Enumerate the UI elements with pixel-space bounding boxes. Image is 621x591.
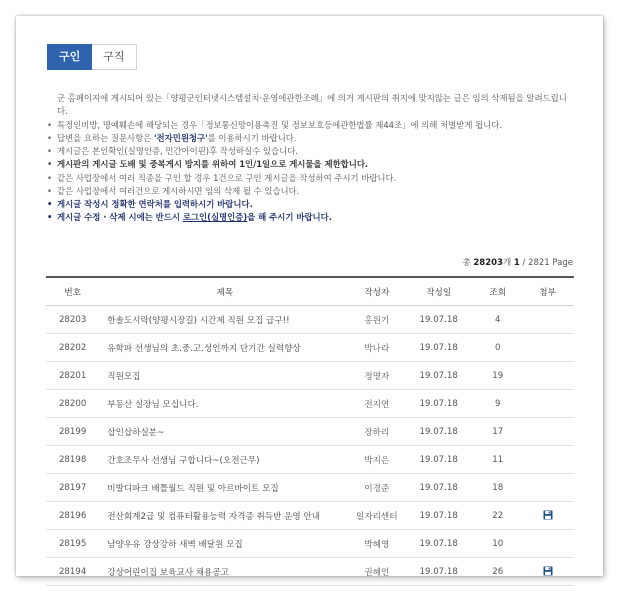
post-views: 26: [474, 558, 521, 586]
notice-item: • 특정인비방, 명예훼손에 해당되는 경우「정보통신망이용촉진 및 정보보호등에관한법률 제44조」에 의해 처벌받게 됩니다.: [46, 119, 576, 132]
table-row: [46, 362, 574, 390]
notice-item: • 게시글은 본인확인(실명인증, 민간아이핀)후 작성하실수 있습니다.: [46, 145, 576, 158]
post-number: 28194: [46, 558, 99, 586]
floppy-disk-icon[interactable]: [543, 566, 553, 576]
post-title-link[interactable]: 한솔도시락(양평시장길) 시간제 직원 모집 급구!!: [99, 306, 350, 334]
post-title-link[interactable]: 삽인삽하실분~: [99, 418, 350, 446]
header-attachment: 첨부: [521, 277, 574, 306]
post-number: 28198: [46, 446, 99, 474]
post-date: 19.07.18: [403, 362, 474, 390]
table-row: [46, 306, 574, 334]
post-views: 19: [474, 362, 521, 390]
notice-item: • 같은 사업장에서 여러건으로 게시하시면 임의 삭제 될 수 있습니다.: [46, 185, 576, 198]
header-author: 작성자: [350, 277, 403, 306]
post-date: 19.07.18: [403, 306, 474, 334]
post-title-link[interactable]: 전산회계2급 및 컴퓨터활용능력 자격증 취득반 운영 안내: [99, 502, 350, 530]
post-number: 28197: [46, 474, 99, 502]
post-views: 9: [474, 390, 521, 418]
tab-job-seeking[interactable]: 구직: [92, 44, 136, 70]
post-title-link[interactable]: 간호조무사 선생님 구합니다~(오전근무): [99, 446, 350, 474]
tab-bar: [47, 44, 137, 70]
table-row: [46, 390, 574, 418]
table-row: [46, 502, 574, 530]
post-views: 4: [474, 306, 521, 334]
notice-item: • 게시글 수정 · 삭제 시에는 반드시 로그인(실명인증)을 해 주시기 바랍니다.: [46, 211, 576, 224]
table-row: [46, 446, 574, 474]
notice-item: • 같은 사업장에서 여러 직종을 구인 할 경우 1건으로 구인 게시글을 작성하여 주시기 바랍니다.: [46, 172, 576, 185]
post-date: 19.07.18: [403, 530, 474, 558]
post-date: 19.07.18: [403, 418, 474, 446]
notice-item: • 답변을 요하는 질문사항은 '전자민원청구'를 이용하시기 바랍니다.: [46, 132, 576, 145]
post-title-link[interactable]: 강상어린이집 보육교사 채용공고: [99, 558, 350, 586]
post-title-link[interactable]: 유학파 선생님의 초.중.고.성인까지 단기간 실력향상: [99, 334, 350, 362]
post-title-link[interactable]: 직원모집: [99, 362, 350, 390]
tab-job-offer[interactable]: 구인: [47, 44, 92, 70]
post-attachment: [521, 530, 574, 558]
current-page: 1: [513, 258, 520, 268]
post-views: 18: [474, 474, 521, 502]
post-attachment: [521, 446, 574, 474]
table-row: [46, 530, 574, 558]
post-attachment: [521, 334, 574, 362]
post-author: 전지연: [350, 390, 403, 418]
post-author: 박나라: [350, 334, 403, 362]
post-title-link[interactable]: 부동산 실장님 모십니다.: [99, 390, 350, 418]
total-count: 28203: [473, 258, 503, 268]
post-number: 28201: [46, 362, 99, 390]
post-date: 19.07.18: [403, 558, 474, 586]
post-attachment: [521, 362, 574, 390]
post-table: [46, 276, 574, 586]
post-attachment: [521, 390, 574, 418]
table-row: [46, 558, 574, 586]
notice-item: • 게시판의 게시글 도배 및 중복게시 방지를 위하여 1인/1일으로 게시물을 제한합니다.: [46, 158, 576, 171]
notice-item: • 게시글 작성시 정확한 연락처를 입력하시기 바랍니다.: [46, 198, 576, 211]
notice-list: [46, 119, 576, 224]
post-author: 이경준: [350, 474, 403, 502]
post-views: 10: [474, 530, 521, 558]
post-date: 19.07.18: [403, 474, 474, 502]
post-date: 19.07.18: [403, 334, 474, 362]
post-attachment: [521, 558, 574, 586]
post-attachment: [521, 502, 574, 530]
post-number: 28200: [46, 390, 99, 418]
post-author: 홍원기: [350, 306, 403, 334]
table-row: [46, 334, 574, 362]
post-number: 28196: [46, 502, 99, 530]
post-views: 0: [474, 334, 521, 362]
post-attachment: [521, 474, 574, 502]
post-title-link[interactable]: 비발디파크 배틀월드 직원 및 아르바이트 모집: [99, 474, 350, 502]
table-row: [46, 474, 574, 502]
floppy-disk-icon[interactable]: [543, 510, 553, 520]
post-views: 11: [474, 446, 521, 474]
post-date: 19.07.18: [403, 502, 474, 530]
post-title-link[interactable]: 남양우유 강상강하 새벽 배달원 모집: [99, 530, 350, 558]
table-header-row: [46, 277, 574, 306]
post-author: 장하리: [350, 418, 403, 446]
post-number: 28203: [46, 306, 99, 334]
post-author: 박지은: [350, 446, 403, 474]
header-number: 번호: [46, 277, 99, 306]
post-views: 17: [474, 418, 521, 446]
notice-intro: 군 홈페이지에 게시되어 있는「양평군인터넷시스템설치·운영에관한조례」에 의거 게시판의 취지에 맞지않는 글은 임의 삭제됨을 알려드립니다.: [57, 93, 567, 117]
post-number: 28199: [46, 418, 99, 446]
post-author: 권혜인: [350, 558, 403, 586]
header-views: 조회: [474, 277, 521, 306]
total-pages: 2821 Page: [528, 258, 573, 268]
table-row: [46, 418, 574, 446]
post-number: 28202: [46, 334, 99, 362]
post-list: [46, 306, 574, 586]
post-author: 일자리센터: [350, 502, 403, 530]
e-petition-link[interactable]: '전자민원청구': [153, 133, 208, 144]
post-date: 19.07.18: [403, 390, 474, 418]
post-number: 28195: [46, 530, 99, 558]
header-date: 작성일: [403, 277, 474, 306]
post-attachment: [521, 306, 574, 334]
post-author: 정명자: [350, 362, 403, 390]
notice-box: [46, 92, 576, 224]
post-attachment: [521, 418, 574, 446]
post-author: 박혜영: [350, 530, 403, 558]
post-count: 총 28203개 1 / 2821 Page: [462, 258, 573, 268]
login-link[interactable]: 로그인(실명인증): [182, 211, 248, 222]
header-title: 제목: [99, 277, 350, 306]
post-views: 22: [474, 502, 521, 530]
post-date: 19.07.18: [403, 446, 474, 474]
